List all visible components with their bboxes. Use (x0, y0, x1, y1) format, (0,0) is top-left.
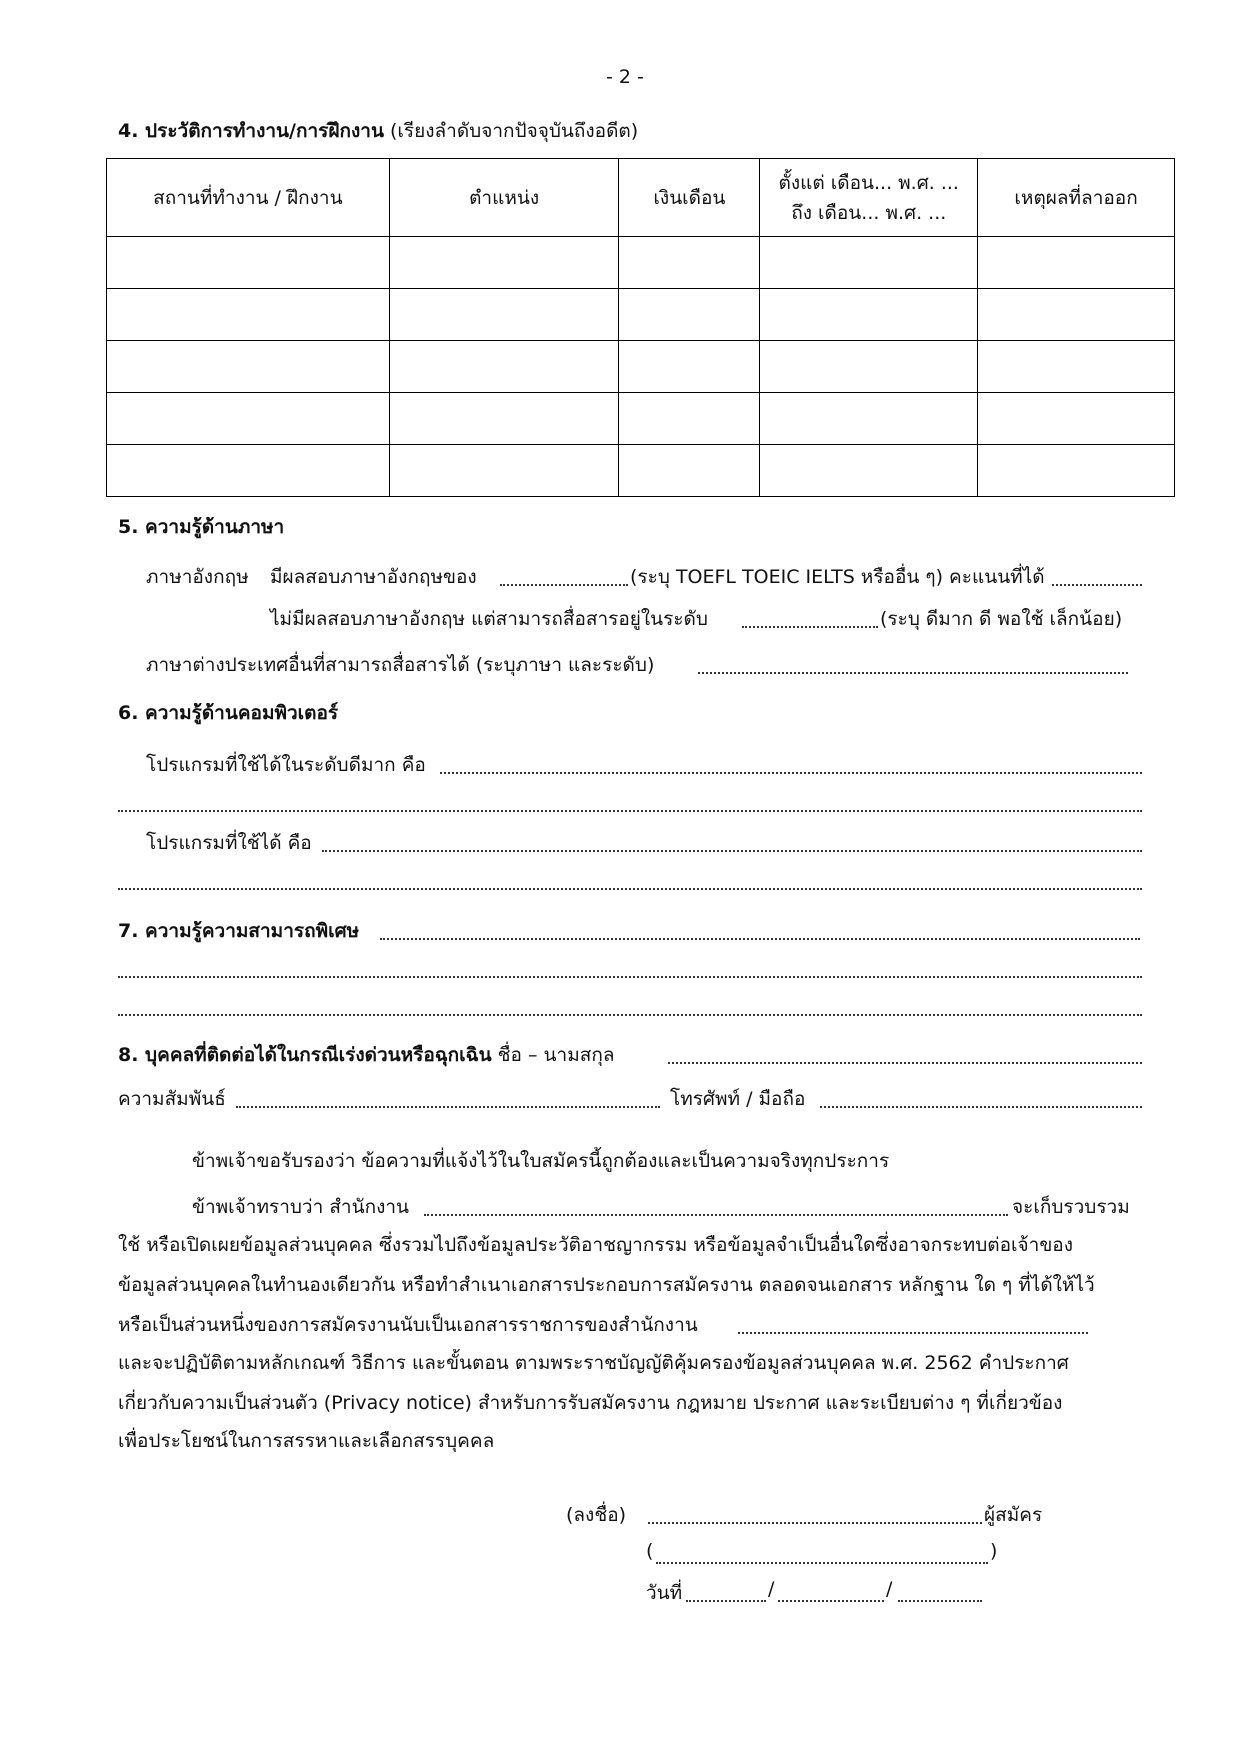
table-row (107, 393, 1175, 445)
special-skills-field-line2[interactable] (118, 976, 1142, 978)
english-label: ภาษาอังกฤษ (146, 566, 249, 588)
signature-field[interactable] (648, 1522, 982, 1524)
english-has-score-label: มีผลสอบภาษาอังกฤษของ (270, 566, 477, 588)
declaration-line-4: ข้อมูลส่วนบุคคลในทำนองเดียวกัน หรือทำสำเนาเอกสารประกอบการสมัครงาน ตลอดจนเอกสาร หลักฐาน ใด ๆ ที่ได้ให้ไว้ (118, 1274, 1095, 1296)
date-label: วันที่ (646, 1582, 683, 1604)
other-language-label: ภาษาต่างประเทศอื่นที่สามารถสื่อสารได้ (ระบุภาษา และระดับ) (146, 654, 655, 676)
english-no-score-label: ไม่มีผลสอบภาษาอังกฤษ แต่สามารถสื่อสารอยู่ในระดับ (270, 608, 708, 630)
work-history-table (106, 158, 1175, 497)
table-cell[interactable] (619, 341, 760, 393)
table-row (107, 237, 1175, 289)
declaration-line-1: ข้าพเจ้าขอรับรองว่า ข้อความที่แจ้งไว้ในใบสมัครนี้ถูกต้องและเป็นความจริงทุกประการ (192, 1150, 890, 1172)
english-has-score-spec: (ระบุ TOEFL TOEIC IELTS หรืออื่น ๆ) คะแนนที่ได้ (630, 566, 1045, 588)
table-cell[interactable] (760, 445, 978, 497)
declaration-line-5: หรือเป็นส่วนหนึ่งของการสมัครงานนับเป็นเอกสารราชการของสำนักงาน (118, 1314, 698, 1336)
table-row (107, 341, 1175, 393)
table-cell[interactable] (760, 289, 978, 341)
office-name-field[interactable] (424, 1214, 1008, 1216)
date-day-field[interactable] (686, 1600, 766, 1602)
declaration-line-2-end: จะเก็บรวบรวม (1012, 1196, 1130, 1218)
section-4-note: (เรียงลำดับจากปัจจุบันถึงอดีต) (389, 120, 639, 142)
name-paren-close: ) (990, 1540, 998, 1562)
header-position: ตำแหน่ง (389, 159, 619, 237)
other-language-field[interactable] (698, 672, 1128, 674)
header-period-to: ถึง เดือน... พ.ศ. ... (791, 201, 947, 224)
english-test-name-field[interactable] (500, 584, 628, 586)
table-cell[interactable] (389, 445, 619, 497)
table-header-row (107, 159, 1175, 237)
relationship-field[interactable] (236, 1106, 660, 1108)
table-cell[interactable] (978, 341, 1175, 393)
header-reason: เหตุผลที่ลาออก (978, 159, 1175, 237)
section-4-heading (118, 116, 638, 146)
declaration-line-7: เกี่ยวกับความเป็นส่วนตัว (Privacy notice) สำหรับการรับสมัครงาน กฎหมาย ประกาศ และระเบียบต่าง ๆ ที่เกี่ยวข้อง (118, 1392, 1063, 1414)
table-cell[interactable] (389, 289, 619, 341)
table-cell[interactable] (978, 445, 1175, 497)
excellent-programs-field-line2[interactable] (118, 810, 1142, 812)
relationship-label: ความสัมพันธ์ (118, 1088, 226, 1110)
date-slash-2: / (886, 1578, 893, 1600)
printed-name-field[interactable] (656, 1562, 988, 1564)
table-cell[interactable] (389, 341, 619, 393)
declaration-line-8: เพื่อประโยชน์ในการสรรหาและเลือกสรรบุคคล (118, 1430, 495, 1452)
excellent-programs-field[interactable] (440, 772, 1142, 774)
section-6-title: 6. ความรู้ด้านคอมพิวเตอร์ (118, 702, 339, 724)
table-cell[interactable] (107, 289, 390, 341)
table-cell[interactable] (978, 237, 1175, 289)
usable-programs-field[interactable] (322, 850, 1142, 852)
office-name-field-2[interactable] (738, 1332, 1088, 1334)
table-cell[interactable] (760, 341, 978, 393)
table-cell[interactable] (619, 393, 760, 445)
section-4-title: 4. ประวัติการทำงาน/การฝึกงาน (118, 120, 384, 142)
applicant-label: ผู้สมัคร (984, 1504, 1043, 1526)
header-period (760, 159, 978, 237)
table-cell[interactable] (389, 237, 619, 289)
table-cell[interactable] (107, 237, 390, 289)
header-period-from: ตั้งแต่ เดือน... พ.ศ. ... (778, 171, 959, 194)
table-cell[interactable] (978, 393, 1175, 445)
emergency-name-field[interactable] (668, 1062, 1142, 1064)
section-8-heading (118, 1040, 614, 1070)
header-salary: เงินเดือน (619, 159, 760, 237)
declaration-line-2-start: ข้าพเจ้าทราบว่า สำนักงาน (192, 1196, 410, 1218)
phone-field[interactable] (820, 1106, 1142, 1108)
declaration-line-3: ใช้ หรือเปิดเผยข้อมูลส่วนบุคคล ซึ่งรวมไปถึงข้อมูลประวัติอาชญากรรม หรือข้อมูลจำเป็นอื่นใดซึ่งอาจกระทบต่อเจ้าของ (118, 1234, 1073, 1256)
table-cell[interactable] (619, 289, 760, 341)
section-8-title: 8. บุคคลที่ติดต่อได้ในกรณีเร่งด่วนหรือฉุกเฉิน (118, 1044, 492, 1066)
excellent-programs-label: โปรแกรมที่ใช้ได้ในระดับดีมาก คือ (146, 754, 426, 776)
table-cell[interactable] (760, 237, 978, 289)
declaration-line-6: และจะปฏิบัติตามหลักเกณฑ์ วิธีการ และขั้นตอน ตามพระราชบัญญัติคุ้มครองข้อมูลส่วนบุคคล พ.ศ. 2562 คำประกาศ (118, 1352, 1069, 1374)
section-7-title: 7. ความรู้ความสามารถพิเศษ (118, 920, 360, 942)
table-cell[interactable] (760, 393, 978, 445)
english-level-field[interactable] (742, 626, 878, 628)
usable-programs-field-line2[interactable] (118, 888, 1142, 890)
english-no-score-spec: (ระบุ ดีมาก ดี พอใช้ เล็กน้อย) (880, 608, 1123, 630)
table-cell[interactable] (978, 289, 1175, 341)
phone-label: โทรศัพท์ / มือถือ (670, 1088, 806, 1110)
english-score-field[interactable] (1052, 584, 1142, 586)
header-workplace: สถานที่ทำงาน / ฝึกงาน (107, 159, 390, 237)
table-cell[interactable] (107, 393, 390, 445)
special-skills-field[interactable] (380, 938, 1140, 940)
special-skills-field-line3[interactable] (118, 1014, 1142, 1016)
section-5-title: 5. ความรู้ด้านภาษา (118, 516, 285, 538)
date-year-field[interactable] (898, 1600, 982, 1602)
date-month-field[interactable] (778, 1600, 884, 1602)
date-slash-1: / (768, 1578, 775, 1600)
name-paren-open: ( (646, 1540, 654, 1562)
table-cell[interactable] (619, 237, 760, 289)
table-cell[interactable] (619, 445, 760, 497)
table-cell[interactable] (389, 393, 619, 445)
table-cell[interactable] (107, 445, 390, 497)
sign-label: (ลงชื่อ) (566, 1504, 627, 1526)
usable-programs-label: โปรแกรมที่ใช้ได้ คือ (146, 832, 312, 854)
emergency-name-label: ชื่อ – นามสกุล (497, 1044, 615, 1066)
table-cell[interactable] (107, 341, 390, 393)
page-number: - 2 - (606, 66, 644, 88)
table-row (107, 445, 1175, 497)
table-row (107, 289, 1175, 341)
